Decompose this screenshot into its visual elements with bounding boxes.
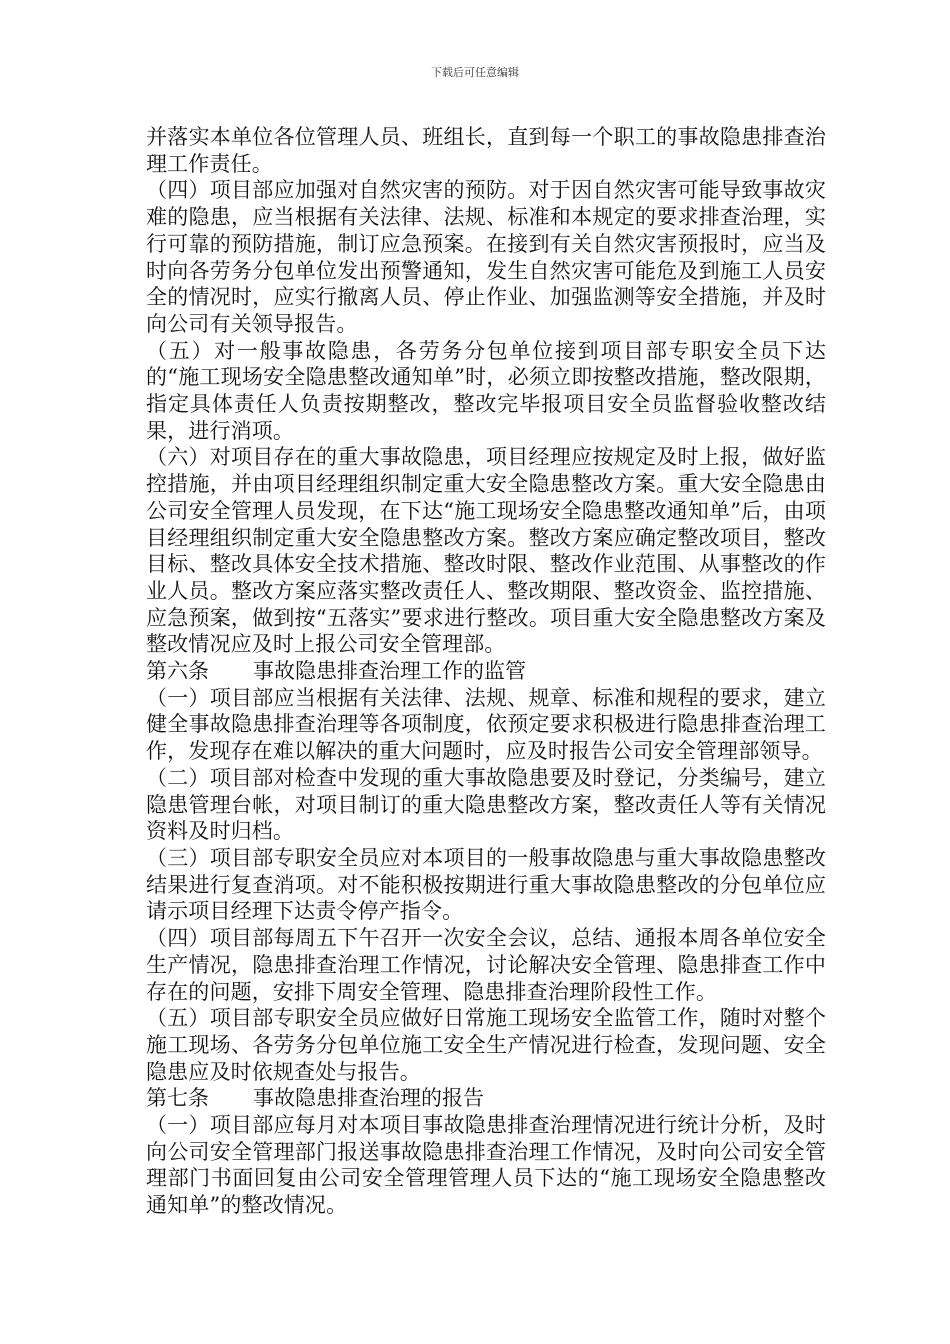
article-heading [146,1085,826,1112]
paragraph: （二）项目部对检查中发现的重大事故隐患要及时登记，分类编号，建立隐患管理台帐，对项目制订的重大隐患整改方案，整改责任人等有关情况资料及时归档。 [146,765,826,844]
article-number: 第七条 [146,1086,209,1111]
paragraph: （四）项目部每周五下午召开一次安全会议，总结、通报本周各单位安全生产情况，隐患排查治理工作情况，讨论解决安全管理、隐患排查工作中存在的问题，安排下周安全管理、隐患排查治理阶段性工作。 [146,926,826,1004]
paragraph: （六）对项目存在的重大事故隐患，项目经理应按规定及时上报，做好监控措施，并由项目经理组织制定重大安全隐患整改方案。重大安全隐患由公司安全管理人员发现，在下达“施工现场安全隐患整改通知单”后，由项目经理组织制定重大安全隐患整改方案。整改方案应确定整改项目，整改目标、整改具体安全技术措施、整改时限、整改作业范围、从事整改的作业人员。整改方案应落实整改责任人、整改期限、整改资金、监控措施、应急预案，做到按“五落实”要求进行整改。项目重大安全隐患整改方案及整改情况应及时上报公司安全管理部。 [146,445,826,657]
article-title: 事故隐患排查治理的报告 [253,1086,484,1111]
paragraph: （五）对一般事故隐患，各劳务分包单位接到项目部专职安全员下达的“施工现场安全隐患整改通知单”时，必须立即按整改措施，整改限期，指定具体责任人负责按期整改，整改完毕报项目安全员监督验收整改结果，进行消项。 [146,338,826,443]
article-title: 事故隐患排查治理工作的监管 [253,659,526,684]
paragraph: （一）项目部应当根据有关法律、法规、规章、标准和规程的要求，建立健全事故隐患排查治理等各项制度，依预定要求积极进行隐患排查治理工作，发现存在难以解决的重大问题时，应及时报告公司安全管理部领导。 [146,685,826,764]
paragraph: （一）项目部应每月对本项目事故隐患排查治理情况进行统计分析，及时向公司安全管理部门报送事故隐患排查治理工作情况，及时向公司安全管理部门书面回复由公司安全管理管理人员下达的“施工现场安全隐患整改通知单”的整改情况。 [146,1113,826,1218]
paragraph: （四）项目部应加强对自然灾害的预防。对于因自然灾害可能导致事故灾难的隐患，应当根据有关法律、法规、标准和本规定的要求排查治理，实行可靠的预防措施，制订应急预案。在接到有关自然灾害预报时，应当及时向各劳务分包单位发出预警通知，发生自然灾害可能危及到施工人员安全的情况时，应实行撤离人员、停止作业、加强监测等安全措施，并及时向公司有关领导报告。 [146,178,826,336]
paragraph: 并落实本单位各位管理人员、班组长，直到每一个职工的事故隐患排查治理工作责任。 [146,125,826,176]
page-header: 下载后可任意编辑 [431,66,519,79]
article-number: 第六条 [146,659,209,684]
paragraph: （三）项目部专职安全员应对本项目的一般事故隐患与重大事故隐患整改结果进行复查消项。对不能积极按期进行重大事故隐患整改的分包单位应请示项目经理下达责令停产指令。 [146,845,826,924]
article-heading [146,658,826,685]
document-body [146,124,826,1219]
paragraph: （五）项目部专职安全员应做好日常施工现场安全监管工作，随时对整个施工现场、各劳务分包单位施工安全生产情况进行检查，发现问题、安全隐患应及时依规查处与报告。 [146,1006,826,1084]
